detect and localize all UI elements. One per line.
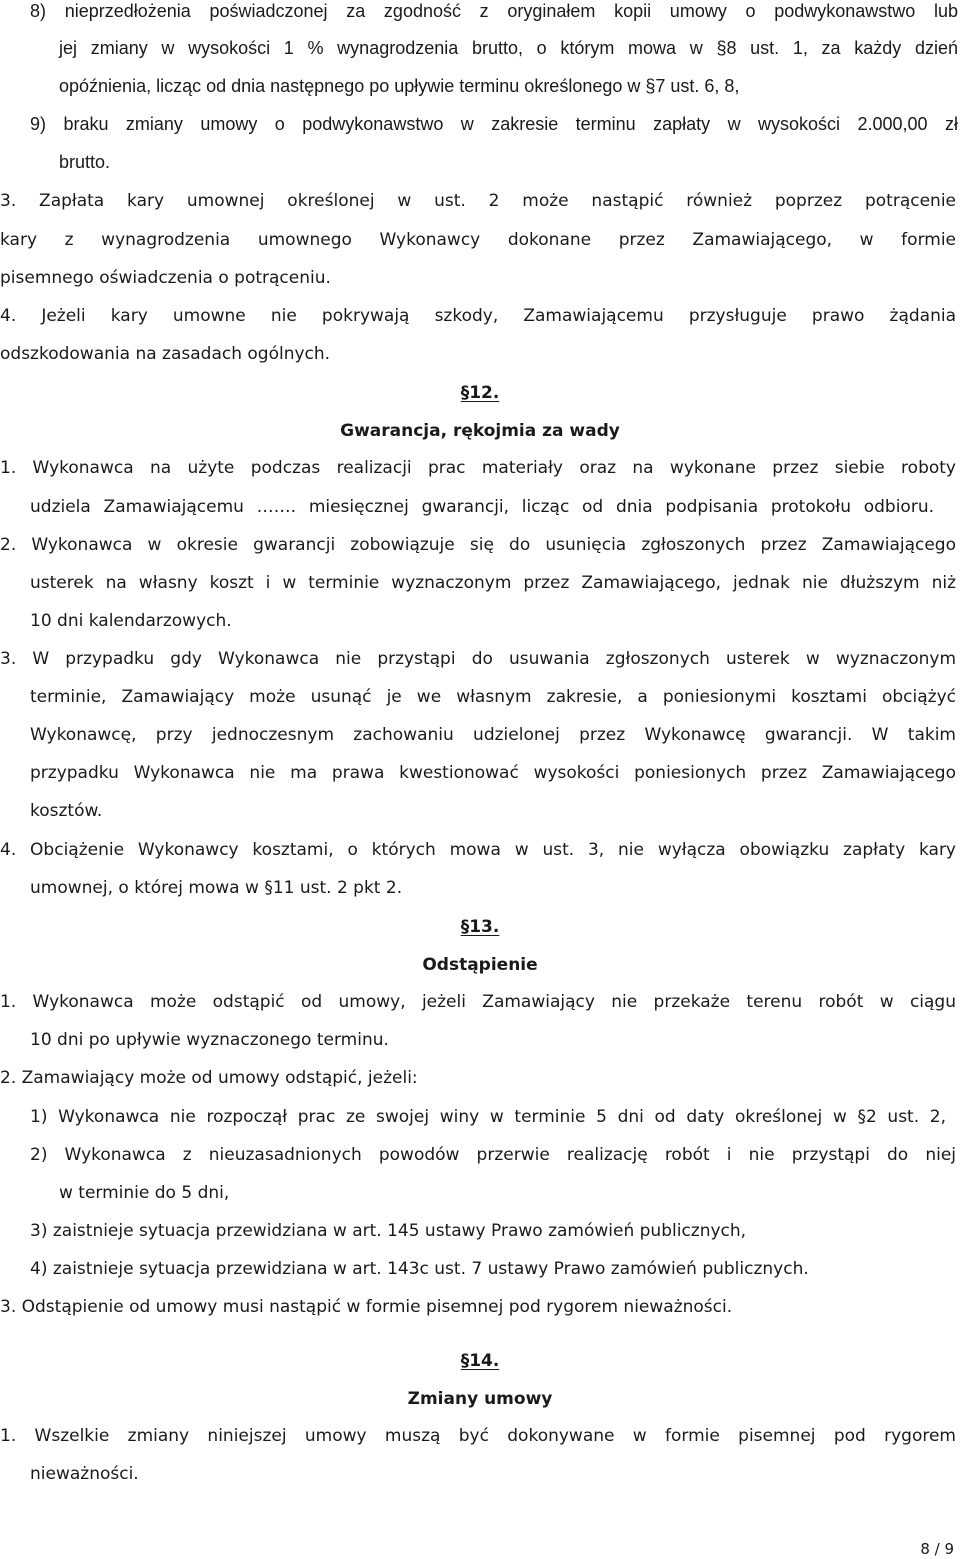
text-line: opóźnienia, licząc od dnia następnego po upływie terminu określonego w §7 ust. 6, 8,: [59, 76, 740, 96]
text-line: odszkodowania na zasadach ogólnych.: [0, 344, 331, 364]
text-line: pisemnego oświadczenia o potrąceniu.: [0, 268, 331, 288]
text-line: nieważności.: [30, 1464, 139, 1484]
text-line: przypadku Wykonawca nie ma prawa kwestionować wysokości poniesionych przez Zamawiającego: [30, 763, 956, 783]
section-title: Odstąpienie: [422, 955, 538, 975]
text-line: 1. Wszelkie zmiany niniejszej umowy muszą być dokonywane w formie pisemnej pod rygorem: [0, 1426, 956, 1446]
text-line: 8) nieprzedłożenia poświadczonej za zgodność z oryginałem kopii umowy o podwykonawstwo lub: [30, 1, 958, 21]
text-line: Wykonawcę, przy jednoczesnym zachowaniu udzielonej przez Wykonawcę gwarancji. W takim: [30, 725, 956, 745]
text-line: 3. Odstąpienie od umowy musi nastąpić w formie pisemnej pod rygorem nieważności.: [0, 1297, 733, 1317]
text-line: 9) braku zmiany umowy o podwykonawstwo w zakresie terminu zapłaty w wysokości 2.000,00 zł: [30, 114, 958, 134]
text-line: terminie, Zamawiający może usunąć je we własnym zakresie, a poniesionymi kosztami obciążyć: [30, 687, 956, 707]
section-number: §14.: [460, 1351, 500, 1371]
text-line: 2. Zamawiający może od umowy odstąpić, jeżeli:: [0, 1068, 418, 1088]
text-line: 4. Jeżeli kary umowne nie pokrywają szkody, Zamawiającemu przysługuje prawo żądania: [0, 306, 956, 326]
text-line: 4) zaistnieje sytuacja przewidziana w art. 143c ust. 7 ustawy Prawo zamówień publicznych.: [30, 1259, 809, 1279]
text-line: 2) Wykonawca z nieuzasadnionych powodów przerwie realizację robót i nie przystąpi do niej: [30, 1145, 956, 1165]
section-title: Zmiany umowy: [407, 1389, 553, 1409]
text-line: jej zmiany w wysokości 1 % wynagrodzenia brutto, o którym mowa w §8 ust. 1, za każdy dzień: [59, 38, 958, 58]
text-line: 1. Wykonawca może odstąpić od umowy, jeżeli Zamawiający nie przekaże terenu robót w ciągu: [0, 992, 956, 1012]
text-line: 3. W przypadku gdy Wykonawca nie przystąpi do usuwania zgłoszonych usterek w wyznaczonym: [0, 649, 956, 669]
text-line: 10 dni po upływie wyznaczonego terminu.: [30, 1030, 389, 1050]
section-title: Gwarancja, rękojmia za wady: [340, 421, 620, 441]
text-line: 2. Wykonawca w okresie gwarancji zobowiązuje się do usunięcia zgłoszonych przez Zamawiającego: [0, 535, 956, 555]
text-line: udziela Zamawiającemu ……. miesięcznej gwarancji, licząc od dnia podpisania protokołu odbioru.: [30, 497, 934, 517]
text-line: 10 dni kalendarzowych.: [30, 611, 232, 631]
text-line: kosztów.: [30, 801, 103, 821]
text-line: w terminie do 5 dni,: [59, 1183, 230, 1203]
text-line: umownej, o której mowa w §11 ust. 2 pkt 2.: [30, 878, 403, 898]
text-line: brutto.: [59, 152, 111, 172]
text-line: 3. Zapłata kary umownej określonej w ust. 2 może nastąpić również poprzez potrącenie: [0, 191, 956, 211]
text-line: 3) zaistnieje sytuacja przewidziana w art. 145 ustawy Prawo zamówień publicznych,: [30, 1221, 747, 1241]
text-line: 1) Wykonawca nie rozpoczął prac ze swojej winy w terminie 5 dni od daty określonej w §2 ust. 2,: [30, 1107, 946, 1127]
section-number: §13.: [460, 917, 500, 937]
page-number: 8 / 9: [920, 1540, 954, 1558]
text-line: kary z wynagrodzenia umownego Wykonawcy dokonane przez Zamawiającego, w formie: [0, 230, 956, 250]
text-line: usterek na własny koszt i w terminie wyznaczonym przez Zamawiającego, jednak nie dłuższym niż: [30, 573, 956, 593]
section-number: §12.: [460, 383, 500, 403]
text-line: 1. Wykonawca na użyte podczas realizacji prac materiały oraz na wykonane przez siebie roboty: [0, 458, 956, 478]
text-line: 4. Obciążenie Wykonawcy kosztami, o których mowa w ust. 3, nie wyłącza obowiązku zapłaty kary: [0, 840, 956, 860]
